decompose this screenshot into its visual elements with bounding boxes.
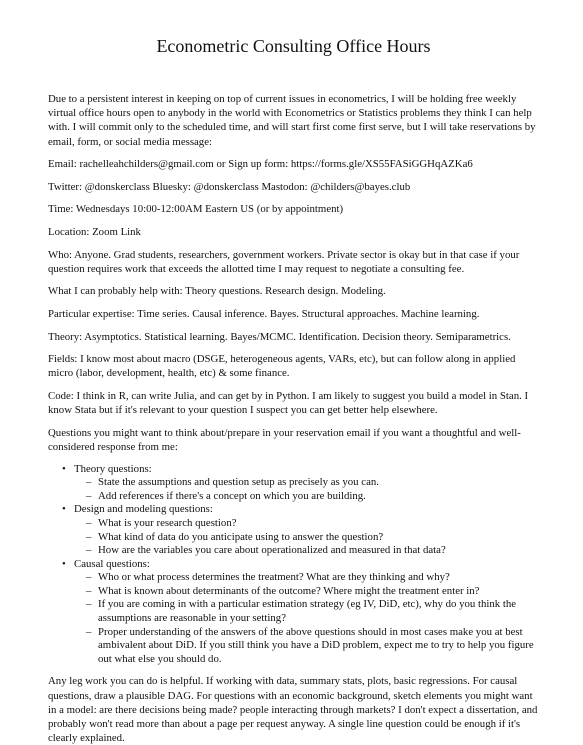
list-item-theory-questions [74,463,539,504]
expertise-line: Particular expertise: Time series. Causal inference. Bayes. Structural approaches. Machine learning. [48,307,480,320]
list-item: – What is your research question? [98,517,539,531]
section-label: Theory questions: [74,462,152,475]
contact-email-line: Email: rachelleahchilders@gmail.com or Sign up form: https://forms.gle/XS55FASiGGHqAZKa6 [48,158,473,171]
list-item: – Who or what process determines the treatment? What are they thinking and why? [98,571,539,585]
list-item: – Add references if there's a concept on which you are building. [98,490,539,504]
location-line: Location: Zoom Link [48,225,141,238]
intro-paragraph: Due to a persistent interest in keeping on top of current issues in econometrics, I will be holding free weekly virtual office hours open to anybody in the world with Econometrics or Statistics problems they think I can help with. I will commit only to the scheduled time, and will start first come first serve, but I will take reservations by email, form, or social media message: [48,93,536,148]
list-item: – What kind of data do you anticipate using to answer the question? [98,531,539,545]
list-item: – Proper understanding of the answers of the above questions should in most cases make you at best ambivalent about DiD. If you still think you have a DiD problem, expect me to try to help you figure out what else you should do. [98,626,539,667]
sub-list [74,517,539,558]
questions-list [48,463,539,667]
list-item-design-questions [74,503,539,557]
list-item: – How are the variables you care about operationalized and measured in that data? [98,544,539,558]
who-paragraph: Who: Anyone. Grad students, researchers, government workers. Private sector is okay but in that case if your question requires work that exceeds the allotted time I may request to negotiate a consulting fee. [48,248,520,275]
fields-paragraph: Fields: I know most about macro (DSGE, heterogeneous agents, VARs, etc), but can follow along in applied micro (labor, development, health, etc) & some finance. [48,353,516,380]
social-media-line: Twitter: @donskerclass Bluesky: @donskerclass Mastodon: @childers@bayes.club [48,180,411,193]
theory-line: Theory: Asymptotics. Statistical learning. Bayes/MCMC. Identification. Decision theory. Semiparametrics. [48,330,511,343]
list-item-causal-questions [74,558,539,667]
code-paragraph: Code: I think in R, can write Julia, and can get by in Python. I am likely to suggest you build a model in Stan. I know Stata but if it's relevant to your question I suspect you can get better help elsewhere. [48,389,529,417]
list-item: – If you are coming in with a particular estimation strategy (eg IV, DiD, etc), why do you think the assumptions are reasonable in your setting? [98,598,539,625]
list-item: – What is known about determinants of the outcome? Where might the treatment enter in? [98,585,539,599]
time-line: Time: Wednesdays 10:00-12:00AM Eastern US (or by appointment) [48,203,344,216]
section-label: Design and modeling questions: [74,503,213,516]
list-item: – State the assumptions and question setup as precisely as you can. [98,476,539,490]
questions-intro-paragraph: Questions you might want to think about/prepare in your reservation email if you want a thoughtful and well-considered response from me: [48,426,521,453]
page-title: Econometric Consulting Office Hours [156,36,431,56]
closing-paragraph: Any leg work you can do is helpful. If working with data, summary stats, plots, basic regressions. For causal questions, draw a plausible DAG. For questions with an economic background, sketch elements you might want in a model: are there decisions being made? people interacting through markets? I don't expect a dissertation, and probably won't read more than about a page per request anyway. A single line question could be enough if it's clearly explained. [48,675,538,745]
sub-list [74,476,539,503]
section-label: Causal questions: [74,557,150,570]
sub-list [74,571,539,666]
help-line: What I can probably help with: Theory questions. Research design. Modeling. [48,285,386,298]
